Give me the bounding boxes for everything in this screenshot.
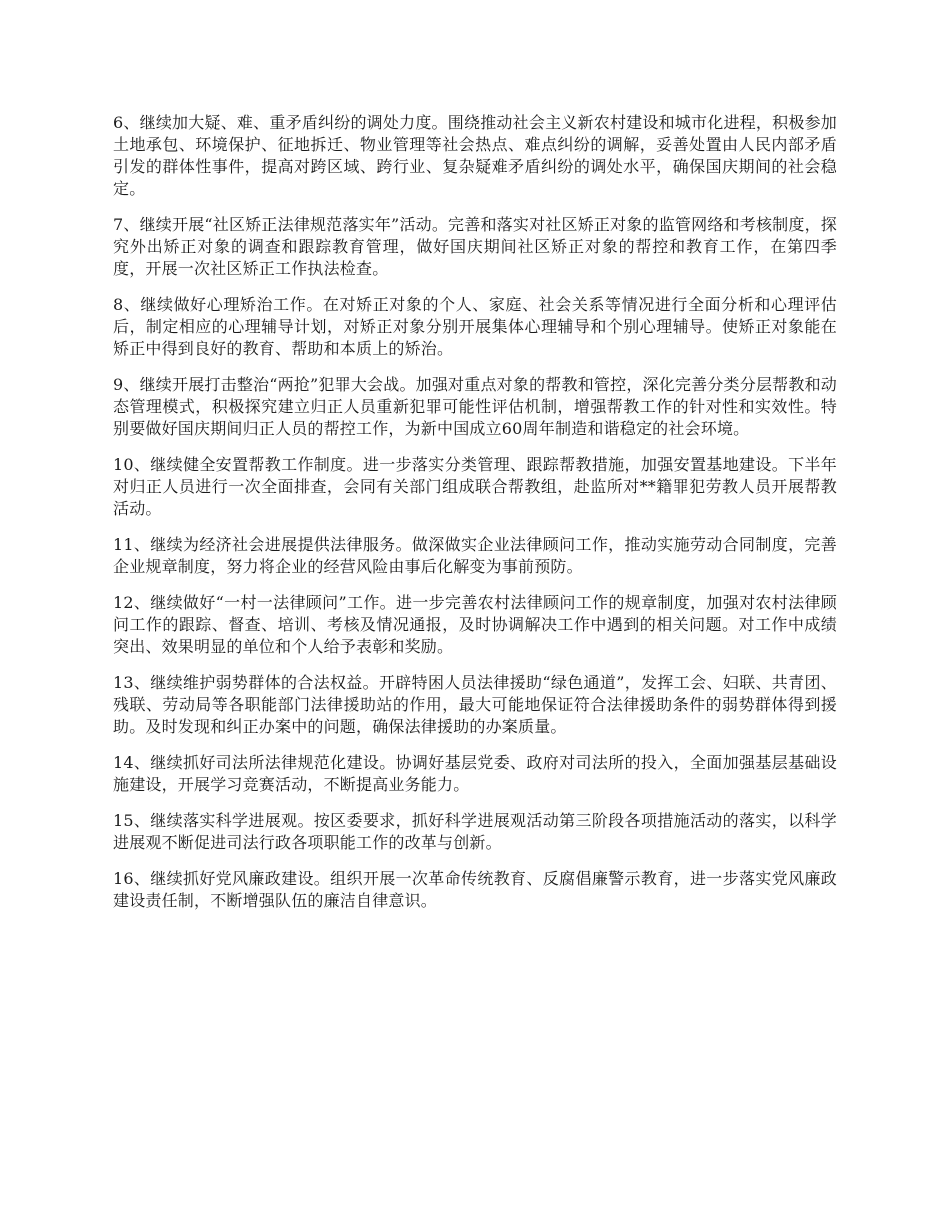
paragraph-item-10: 10、继续健全安置帮教工作制度。进一步落实分类管理、跟踪帮教措施，加强安置基地建设。下半年对归正人员进行一次全面排查，会同有关部门组成联合帮教组，赴监所对**籍罪犯劳教人员开展帮教活动。 (113, 455, 837, 518)
paragraph-item-7: 7、继续开展“社区矫正法律规范落实年”活动。完善和落实对社区矫正对象的监管网络和考核制度，探究外出矫正对象的调查和跟踪教育管理，做好国庆期间社区矫正对象的帮控和教育工作，在第四季度，开展一次社区矫正工作执法检查。 (113, 215, 837, 278)
paragraph-item-13: 13、继续维护弱势群体的合法权益。开辟特困人员法律援助“绿色通道”，发挥工会、妇联、共青团、残联、劳动局等各职能部门法律援助站的作用，最大可能地保证符合法律援助条件的弱势群体得到援助。及时发现和纠正办案中的问题，确保法律援助的办案质量。 (113, 673, 837, 736)
document-page (113, 112, 837, 926)
paragraph-item-15: 15、继续落实科学进展观。按区委要求，抓好科学进展观活动第三阶段各项措施活动的落实，以科学进展观不断促进司法行政各项职能工作的改革与创新。 (113, 811, 837, 852)
paragraph-item-14: 14、继续抓好司法所法律规范化建设。协调好基层党委、政府对司法所的投入，全面加强基层基础设施建设，开展学习竞赛活动，不断提高业务能力。 (113, 753, 837, 794)
paragraph-item-9: 9、继续开展打击整治“两抢”犯罪大会战。加强对重点对象的帮教和管控，深化完善分类分层帮教和动态管理模式，积极探究建立归正人员重新犯罪可能性评估机制，增强帮教工作的针对性和实效性。特别要做好国庆期间归正人员的帮控工作，为新中国成立60周年制造和谐稳定的社会环境。 (113, 375, 837, 438)
paragraph-item-11: 11、继续为经济社会进展提供法律服务。做深做实企业法律顾问工作，推动实施劳动合同制度，完善企业规章制度，努力将企业的经营风险由事后化解变为事前预防。 (113, 535, 837, 576)
paragraph-item-12: 12、继续做好“一村一法律顾问”工作。进一步完善农村法律顾问工作的规章制度，加强对农村法律顾问工作的跟踪、督查、培训、考核及情况通报，及时协调解决工作中遇到的相关问题。对工作中成绩突出、效果明显的单位和个人给予表彰和奖励。 (113, 593, 837, 656)
paragraph-item-8: 8、继续做好心理矫治工作。在对矫正对象的个人、家庭、社会关系等情况进行全面分析和心理评估后，制定相应的心理辅导计划，对矫正对象分别开展集体心理辅导和个别心理辅导。使矫正对象能在矫正中得到良好的教育、帮助和本质上的矫治。 (113, 295, 837, 358)
paragraph-item-6: 6、继续加大疑、难、重矛盾纠纷的调处力度。围绕推动社会主义新农村建设和城市化进程，积极参加土地承包、环境保护、征地拆迁、物业管理等社会热点、难点纠纷的调解，妥善处置由人民内部矛盾引发的群体性事件，提高对跨区域、跨行业、复杂疑难矛盾纠纷的调处水平，确保国庆期间的社会稳定。 (113, 113, 837, 198)
paragraph-item-16: 16、继续抓好党风廉政建设。组织开展一次革命传统教育、反腐倡廉警示教育，进一步落实党风廉政建设责任制，不断增强队伍的廉洁自律意识。 (113, 869, 837, 910)
